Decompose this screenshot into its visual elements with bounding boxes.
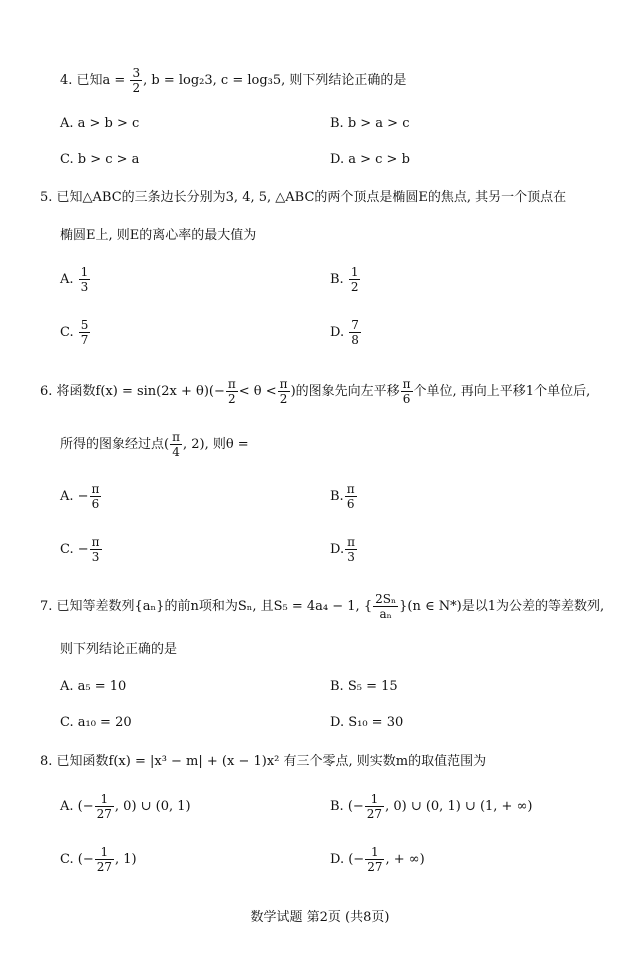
q7-stem-line2: 则下列结论正确的是 bbox=[60, 642, 178, 657]
q5-option-c-label: C. bbox=[60, 324, 74, 340]
q8-option-c bbox=[60, 845, 137, 874]
q5-stem-line2: 椭圆E上, 则E的离心率的最大值为 bbox=[60, 228, 257, 243]
q8-option-c-den: 27 bbox=[96, 860, 112, 874]
q7-stem-line1 bbox=[40, 592, 604, 621]
q8-option-d-num: 1 bbox=[365, 845, 384, 860]
q5-option-a bbox=[60, 265, 91, 294]
q6-stem-part2: < θ < bbox=[238, 384, 277, 399]
q5-option-c-num: 5 bbox=[80, 318, 89, 332]
q4-a-num: 3 bbox=[132, 66, 141, 80]
q6-option-a-den: 6 bbox=[91, 497, 100, 511]
q6-option-b-label: B. bbox=[330, 488, 344, 504]
q8-stem: 8. 已知函数f(x) = |x³ − m| + (x − 1)x² 有三个零点, 则实数m的取值范围为 bbox=[40, 754, 487, 769]
q8-option-a-den: 27 bbox=[96, 807, 112, 821]
q6-stem-part3: )的图象先向左平移 bbox=[290, 384, 400, 399]
q8-option-a-pre: A. (− bbox=[60, 798, 94, 814]
q6-stem-part1: 6. 将函数f(x) = sin(2x + θ)(− bbox=[40, 384, 225, 399]
q8-option-d bbox=[330, 845, 425, 874]
q6-option-d-den: 3 bbox=[347, 550, 355, 564]
q8-option-c-pre: C. (− bbox=[60, 851, 94, 867]
q8-option-a bbox=[60, 792, 191, 821]
q7-frac-num: 2Sₙ bbox=[375, 592, 397, 606]
q6-frac4-den: 4 bbox=[172, 445, 180, 459]
q6-option-b bbox=[330, 482, 358, 511]
page-footer: 数学试题 第2页 (共8页) bbox=[250, 910, 390, 925]
q5-option-d bbox=[330, 318, 362, 347]
q6-frac2-den: 2 bbox=[279, 392, 288, 406]
q6-frac2-num: π bbox=[279, 377, 288, 391]
q8-option-d-post: , + ∞) bbox=[385, 851, 425, 867]
q8-option-a-post: , 0) ∪ (0, 1) bbox=[114, 798, 191, 814]
q5-option-b-num: 1 bbox=[350, 265, 359, 279]
q6-frac1-num: π bbox=[227, 377, 236, 391]
q7-stem-part1: 7. 已知等差数列{aₙ}的前n项和为Sₙ, 且S₅ = 4a₄ − 1, { bbox=[40, 599, 373, 614]
q6-frac2 bbox=[278, 377, 290, 406]
q5-option-b-den: 2 bbox=[350, 280, 359, 294]
q6-option-c bbox=[60, 535, 103, 564]
q4-option-c: C. b > c > a bbox=[60, 152, 140, 167]
q6-option-d bbox=[330, 535, 358, 564]
q6-frac3-num: π bbox=[402, 377, 411, 391]
q6-option-a bbox=[60, 482, 102, 511]
q5-option-d-den: 8 bbox=[351, 333, 359, 347]
q4-stem bbox=[60, 66, 406, 95]
q7-fraction bbox=[373, 592, 398, 621]
q5-option-d-fraction bbox=[349, 318, 361, 347]
q4-option-a: A. a > b > c bbox=[60, 116, 140, 131]
q8-option-a-num: 1 bbox=[95, 792, 114, 807]
q4-a-expr: a = bbox=[102, 73, 126, 88]
q8-option-b-pre: B. (− bbox=[330, 798, 364, 814]
q5-option-d-label: D. bbox=[330, 324, 345, 340]
q8-option-b bbox=[330, 792, 532, 821]
q6-frac3-den: 6 bbox=[402, 392, 411, 406]
q6-frac4-num: π bbox=[172, 430, 180, 444]
q5-option-d-num: 7 bbox=[351, 318, 359, 332]
q6-frac1 bbox=[226, 377, 238, 406]
q7-stem-part2: }(n ∈ N*)是以1为公差的等差数列, bbox=[399, 599, 605, 614]
q6-stem-line2 bbox=[60, 430, 249, 459]
q7-option-a: A. a₅ = 10 bbox=[60, 679, 127, 694]
q8-option-a-fraction bbox=[95, 792, 114, 821]
q6-frac1-den: 2 bbox=[228, 392, 236, 406]
q6-option-c-den: 3 bbox=[91, 550, 100, 564]
q8-option-c-fraction bbox=[95, 845, 114, 874]
q6-stem-line2-pre: 所得的图象经过点( bbox=[60, 437, 170, 452]
q4-stem-prefix: 4. 已知 bbox=[60, 73, 103, 88]
q5-stem-line1: 5. 已知△ABC的三条边长分别为3, 4, 5, △ABC的两个顶点是椭圆E的焦点, 其另一个顶点在 bbox=[40, 190, 567, 205]
q5-option-a-num: 1 bbox=[80, 265, 89, 279]
q8-option-c-num: 1 bbox=[95, 845, 114, 860]
q8-option-c-post: , 1) bbox=[115, 851, 137, 867]
q7-option-b: B. S₅ = 15 bbox=[330, 679, 398, 694]
q5-option-c-den: 7 bbox=[80, 333, 89, 347]
q6-option-c-label: C. − bbox=[60, 541, 89, 557]
q6-frac4 bbox=[170, 430, 182, 459]
q5-option-b bbox=[330, 265, 361, 294]
q4-a-den: 2 bbox=[132, 81, 141, 95]
q6-option-b-num: π bbox=[346, 482, 355, 496]
q6-option-b-den: 6 bbox=[346, 497, 355, 511]
q5-option-c bbox=[60, 318, 91, 347]
q6-frac3 bbox=[401, 377, 413, 406]
q6-option-c-num: π bbox=[91, 535, 100, 549]
q4-option-d: D. a > c > b bbox=[330, 152, 410, 167]
q7-option-c: C. a₁₀ = 20 bbox=[60, 715, 132, 730]
q6-option-c-fraction bbox=[90, 535, 102, 564]
q5-option-a-den: 3 bbox=[80, 280, 89, 294]
q6-stem-line1 bbox=[40, 377, 590, 406]
q6-stem-part4: 个单位, 再向上平移1个单位后, bbox=[413, 384, 591, 399]
q8-option-b-num: 1 bbox=[365, 792, 384, 807]
q5-option-b-fraction bbox=[349, 265, 361, 294]
q5-option-a-fraction bbox=[79, 265, 91, 294]
q5-option-b-label: B. bbox=[330, 271, 344, 287]
q6-option-a-fraction bbox=[90, 482, 102, 511]
q7-option-d: D. S₁₀ = 30 bbox=[330, 715, 404, 730]
q8-option-d-den: 27 bbox=[367, 860, 383, 874]
q8-option-d-fraction bbox=[365, 845, 384, 874]
q8-option-b-post: , 0) ∪ (0, 1) ∪ (1, + ∞) bbox=[385, 798, 533, 814]
q5-option-c-fraction bbox=[79, 318, 91, 347]
q6-option-d-label: D. bbox=[330, 541, 345, 557]
q6-option-d-fraction bbox=[345, 535, 357, 564]
q8-option-b-den: 27 bbox=[366, 807, 383, 821]
q4-stem-rest: , b = log₂3, c = log₃5, 则下列结论正确的是 bbox=[143, 73, 407, 88]
q5-option-a-label: A. bbox=[60, 271, 74, 287]
q6-option-a-num: π bbox=[91, 482, 100, 496]
q4-option-b: B. b > a > c bbox=[330, 116, 410, 131]
q6-option-a-label: A. − bbox=[60, 488, 89, 504]
q4-a-fraction bbox=[130, 66, 142, 95]
q8-option-d-pre: D. (− bbox=[330, 851, 365, 867]
q6-stem-line2-post: , 2), 则θ = bbox=[182, 437, 249, 452]
q6-option-d-num: π bbox=[347, 535, 355, 549]
q6-option-b-fraction bbox=[345, 482, 357, 511]
q7-frac-den: aₙ bbox=[379, 607, 392, 621]
q8-option-b-fraction bbox=[365, 792, 384, 821]
